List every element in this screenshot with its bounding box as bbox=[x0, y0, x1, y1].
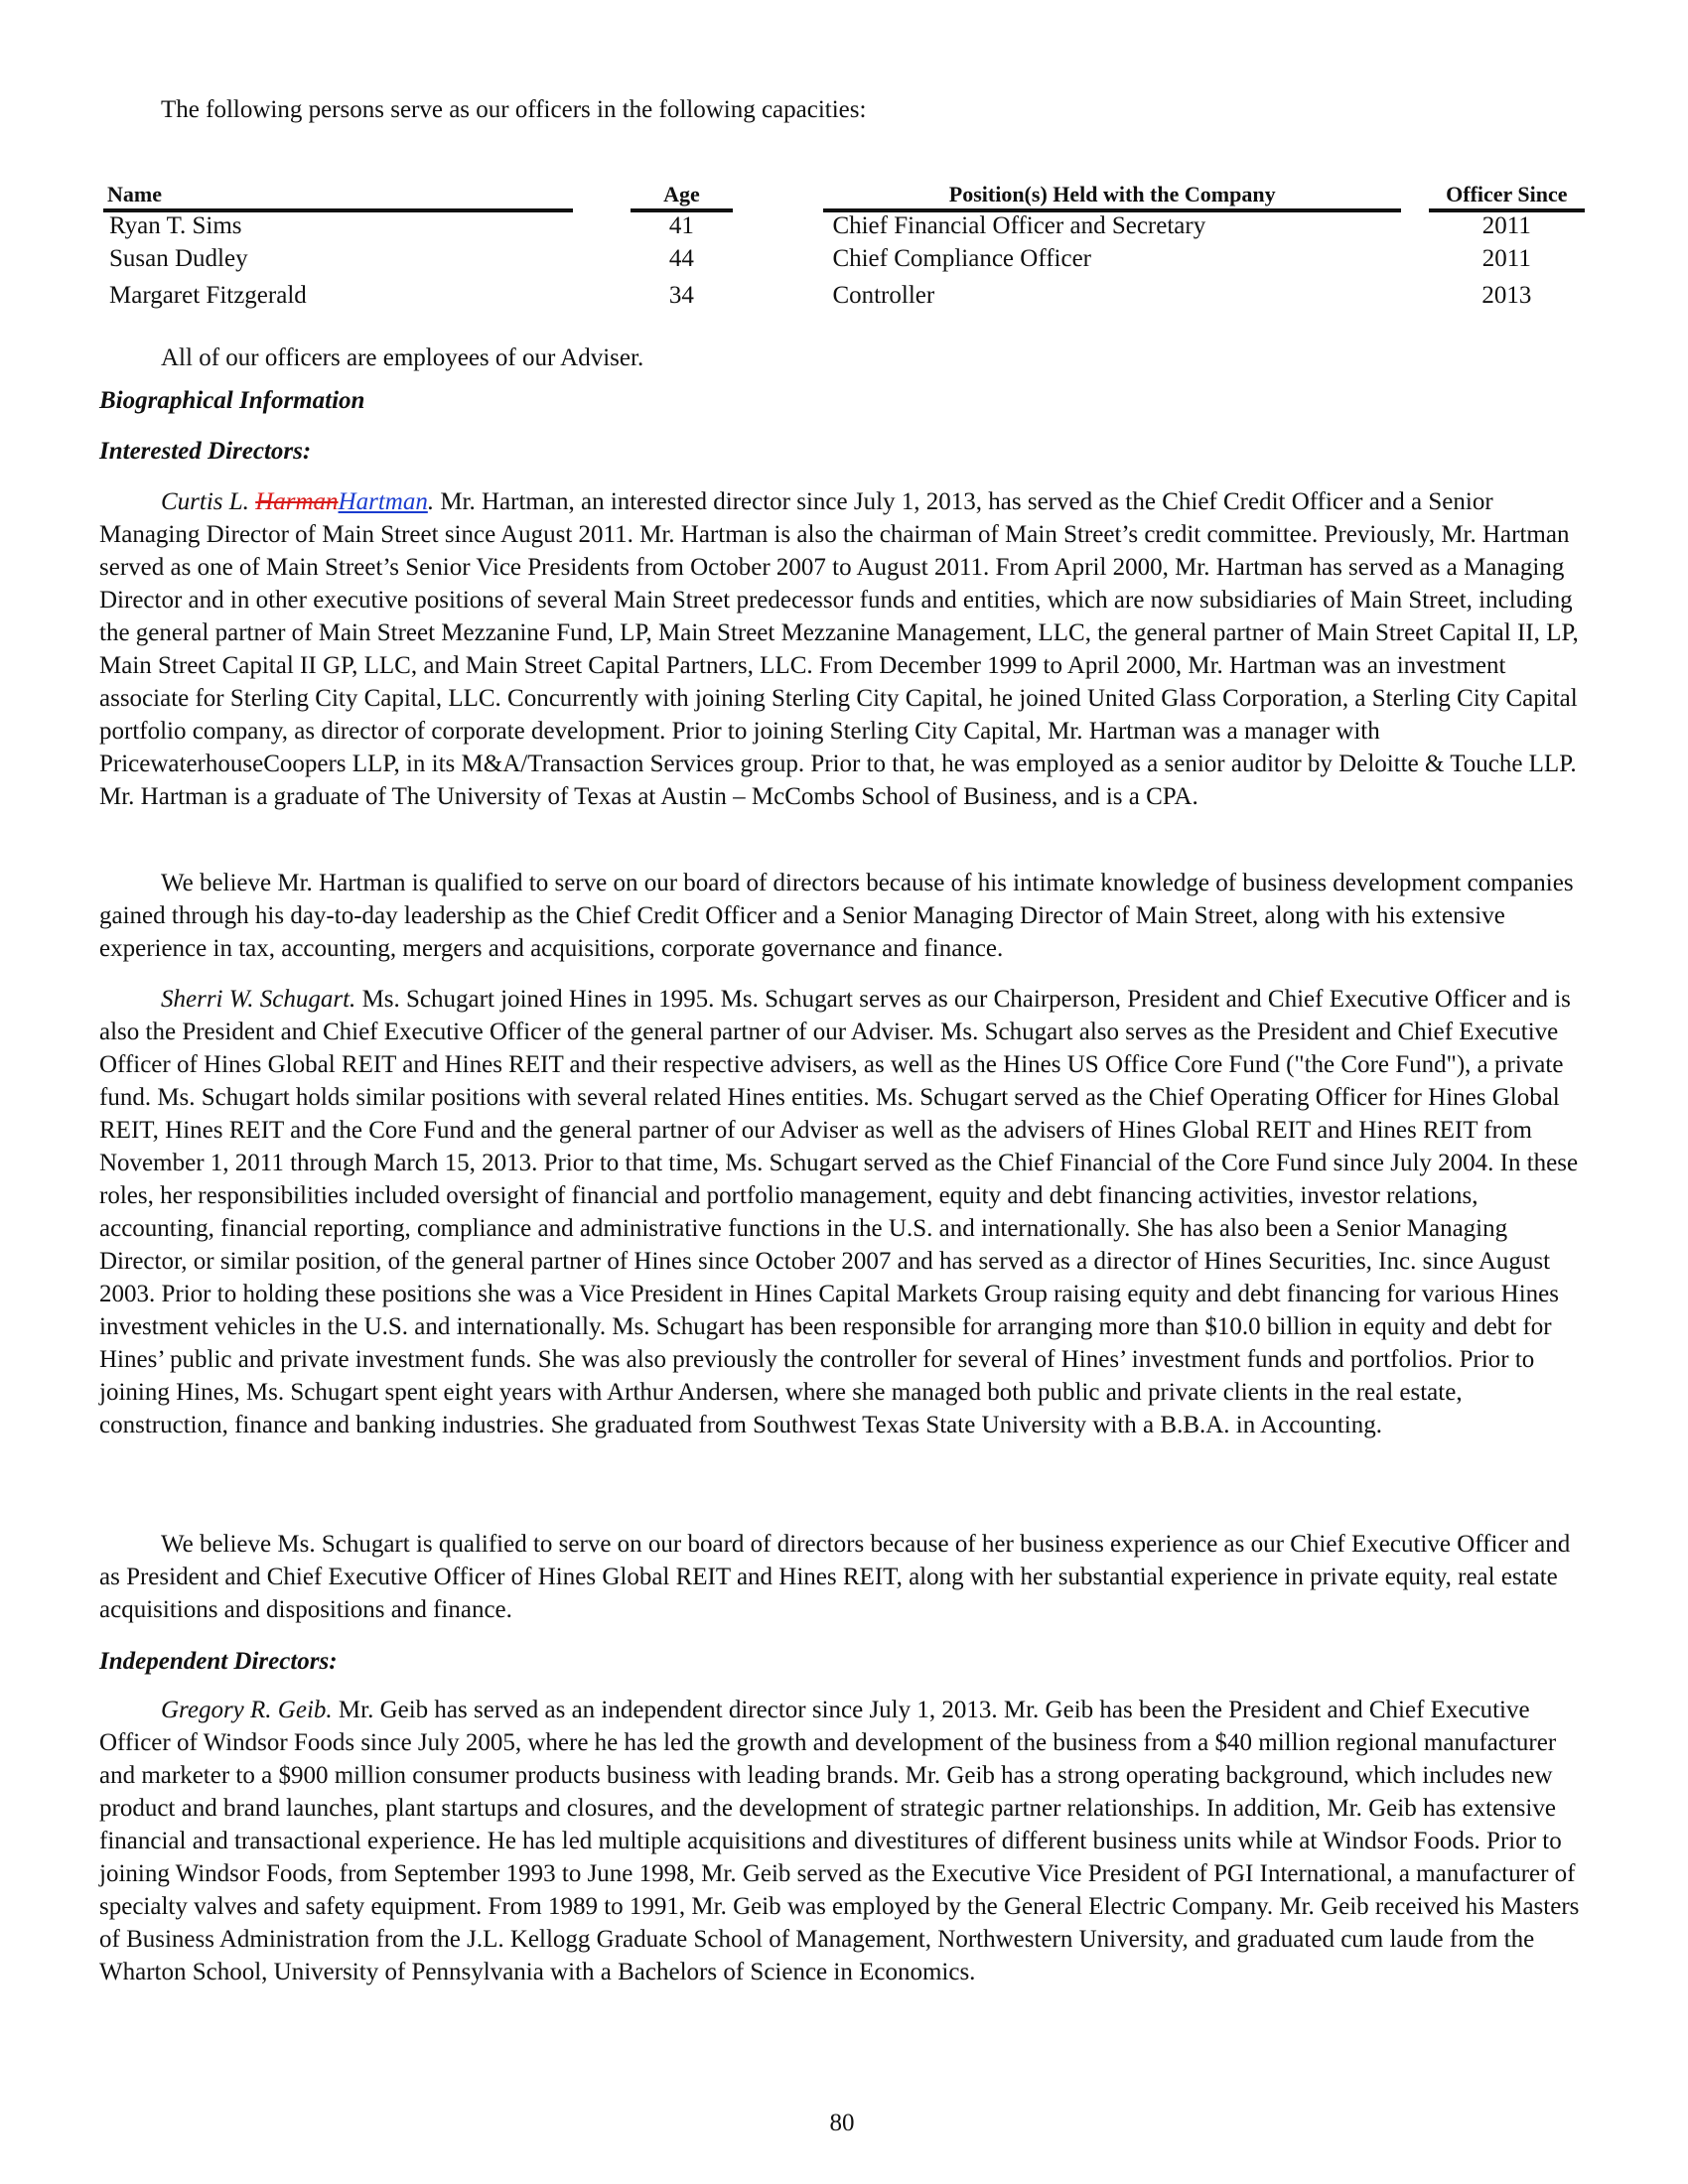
officer-age: 44 bbox=[668, 244, 694, 272]
intro-text: The following persons serve as our officers in the following capacities: bbox=[161, 96, 867, 123]
deleted-text: Harman bbox=[255, 488, 339, 515]
header-position: Position(s) Held with the Company bbox=[823, 182, 1400, 212]
header-officer-since: Officer Since bbox=[1429, 182, 1585, 212]
bio-text: Mr. Geib has served as an independent director since July 1, 2013. Mr. Geib has been the President and Chief Executive Officer of Windsor Foods since July 2005, where he has led the growth and development of the business from a $40 million regional manufacturer and marketer to a $900 million consumer products business with leading brands. Mr. Geib has a strong operating background, which includes new product and brand launches, plant startups and closures, and the development of strategic partner relationships. In addition, Mr. Geib has extensive financial and transactional experience. He has led multiple acquisitions and divestitures of different business units while at Windsor Foods. Prior to joining Windsor Foods, from September 1993 to June 1998, Mr. Geib served as the Executive Vice President of PGI International, a manufacturer of specialty valves and safety equipment. From 1989 to 1991, Mr. Geib was employed by the General Electric Company. Mr. Geib received his Masters of Business Administration from the J.L. Kellogg Graduate School of Management, Northwestern University, and graduated cum laude from the Wharton School, University of Pennsylvania with a Bachelors of Science in Economics. bbox=[99, 1697, 1580, 1985]
director-name: Gregory R. Geib. bbox=[161, 1697, 333, 1723]
table-row bbox=[103, 212, 1585, 240]
table-row bbox=[103, 240, 1585, 277]
officer-since: 2013 bbox=[1481, 281, 1532, 309]
officer-since: 2011 bbox=[1481, 244, 1531, 272]
bio-hartman bbox=[99, 485, 1585, 813]
heading-interested-directors: Interested Directors: bbox=[99, 438, 312, 465]
heading-independent-directors: Independent Directors: bbox=[99, 1648, 338, 1675]
bio-geib bbox=[99, 1694, 1585, 1988]
officers-note: All of our officers are employees of our Adviser. bbox=[161, 344, 644, 371]
bio-text: Mr. Hartman, an interested director since July 1, 2013, has served as the Chief Credit Officer and a Senior Managing Director of Main Street since August 2011. Mr. Hartman is also the chairman of Main Street’s credit committee. Previously, Mr. Hartman served as one of Main Street’s Senior Vice Presidents from October 2007 to August 2011. From April 2000, Mr. Hartman has served as a Managing Director and in other executive positions of several Main Street predecessor funds and entities, which are now subsidiaries of Main Street, including the general partner of Main Street Mezzanine Fund, LP, Main Street Mezzanine Management, LLC, the general partner of Main Street Capital II, LP, Main Street Capital II GP, LLC, and Main Street Capital Partners, LLC. From December 1999 to April 2000, Mr. Hartman was an investment associate for Sterling City Capital, LLC. Concurrently with joining Sterling City Capital, he joined United Glass Corporation, a Sterling City Capital portfolio company, as director of corporate development. Prior to joining Sterling City Capital, Mr. Hartman was a manager with PricewaterhouseCoopers LLP, in its M&A/Transaction Services group. Prior to that, he was employed as a senior auditor by Deloitte & Touche LLP. Mr. Hartman is a graduate of The University of Texas at Austin – McCombs School of Business, and is a CPA. bbox=[99, 488, 1579, 810]
officer-name: Margaret Fitzgerald bbox=[109, 281, 307, 309]
qualification-schugart: We believe Ms. Schugart is qualified to serve on our board of directors because of her business experience as our Chief Executive Officer and as President and Chief Executive Officer of Hines Global REIT and Hines REIT, along with her substantial experience in private equity, real estate acquisitions and dispositions and finance. bbox=[99, 1531, 1571, 1623]
bio-text: Ms. Schugart joined Hines in 1995. Ms. Schugart serves as our Chairperson, President and Chief Executive Officer and is also the President and Chief Executive Officer of the general partner of our Adviser. Ms. Schugart also serves as the President and Chief Executive Officer of Hines Global REIT and Hines REIT and their respective advisers, as well as the Hines US Office Core Fund ("the Core Fund"), a private fund. Ms. Schugart holds similar positions with several related Hines entities. Ms. Schugart served as the Chief Operating Officer for Hines Global REIT, Hines REIT and the Core Fund and the general partner of our Adviser as well as the advisers of Hines Global REIT and Hines REIT from November 1, 2011 through March 15, 2013. Prior to that time, Ms. Schugart served as the Chief Financial of the Core Fund since July 2004. In these roles, her responsibilities included oversight of financial and portfolio management, equity and debt financing activities, investor relations, accounting, financial reporting, compliance and administrative functions in the U.S. and internationally. She has also been a Senior Managing Director, or similar position, of the general partner of Hines since October 2007 and has served as a director of Hines Securities, Inc. since August 2003. Prior to holding these positions she was a Vice President in Hines Capital Markets Group raising equity and debt financing for various Hines investment vehicles in the U.S. and internationally. Ms. Schugart has been responsible for arranging more than $10.0 billion in equity and debt for Hines’ public and private investment funds. She was also previously the controller for several of Hines’ investment funds and portfolios. Prior to joining Hines, Ms. Schugart spent eight years with Arthur Andersen, where she managed both public and private clients in the real estate, construction, finance and banking industries. She graduated from Southwest Texas State University with a B.B.A. in Accounting. bbox=[99, 986, 1579, 1438]
header-age: Age bbox=[631, 182, 733, 212]
bio-schugart bbox=[99, 983, 1585, 1441]
officer-age: 41 bbox=[668, 212, 694, 239]
officer-age: 34 bbox=[668, 281, 694, 309]
officer-since: 2011 bbox=[1481, 212, 1531, 239]
name-period: . bbox=[427, 488, 435, 515]
officer-position: Controller bbox=[832, 281, 935, 309]
officer-position: Chief Financial Officer and Secretary bbox=[832, 212, 1206, 239]
director-name-prefix: Curtis L. bbox=[161, 488, 256, 515]
heading-biographical-information: Biographical Information bbox=[99, 387, 365, 414]
qualification-hartman: We believe Mr. Hartman is qualified to serve on our board of directors because of his intimate knowledge of business development companies gained through his day-to-day leadership as the Chief Credit Officer and a Senior Managing Director of Main Street, along with his extensive experience in tax, accounting, mergers and acquisitions, corporate governance and finance. bbox=[99, 870, 1574, 962]
table-row bbox=[103, 277, 1585, 314]
page-number: 80 bbox=[829, 2110, 855, 2136]
officers-table bbox=[103, 182, 1585, 314]
officer-name: Ryan T. Sims bbox=[109, 212, 242, 239]
officer-position: Chief Compliance Officer bbox=[832, 244, 1091, 272]
director-name: Sherri W. Schugart. bbox=[161, 986, 356, 1013]
officer-name: Susan Dudley bbox=[109, 244, 248, 272]
officers-table-header bbox=[103, 182, 1585, 212]
inserted-text: Hartman bbox=[338, 488, 428, 515]
header-name: Name bbox=[103, 182, 573, 212]
